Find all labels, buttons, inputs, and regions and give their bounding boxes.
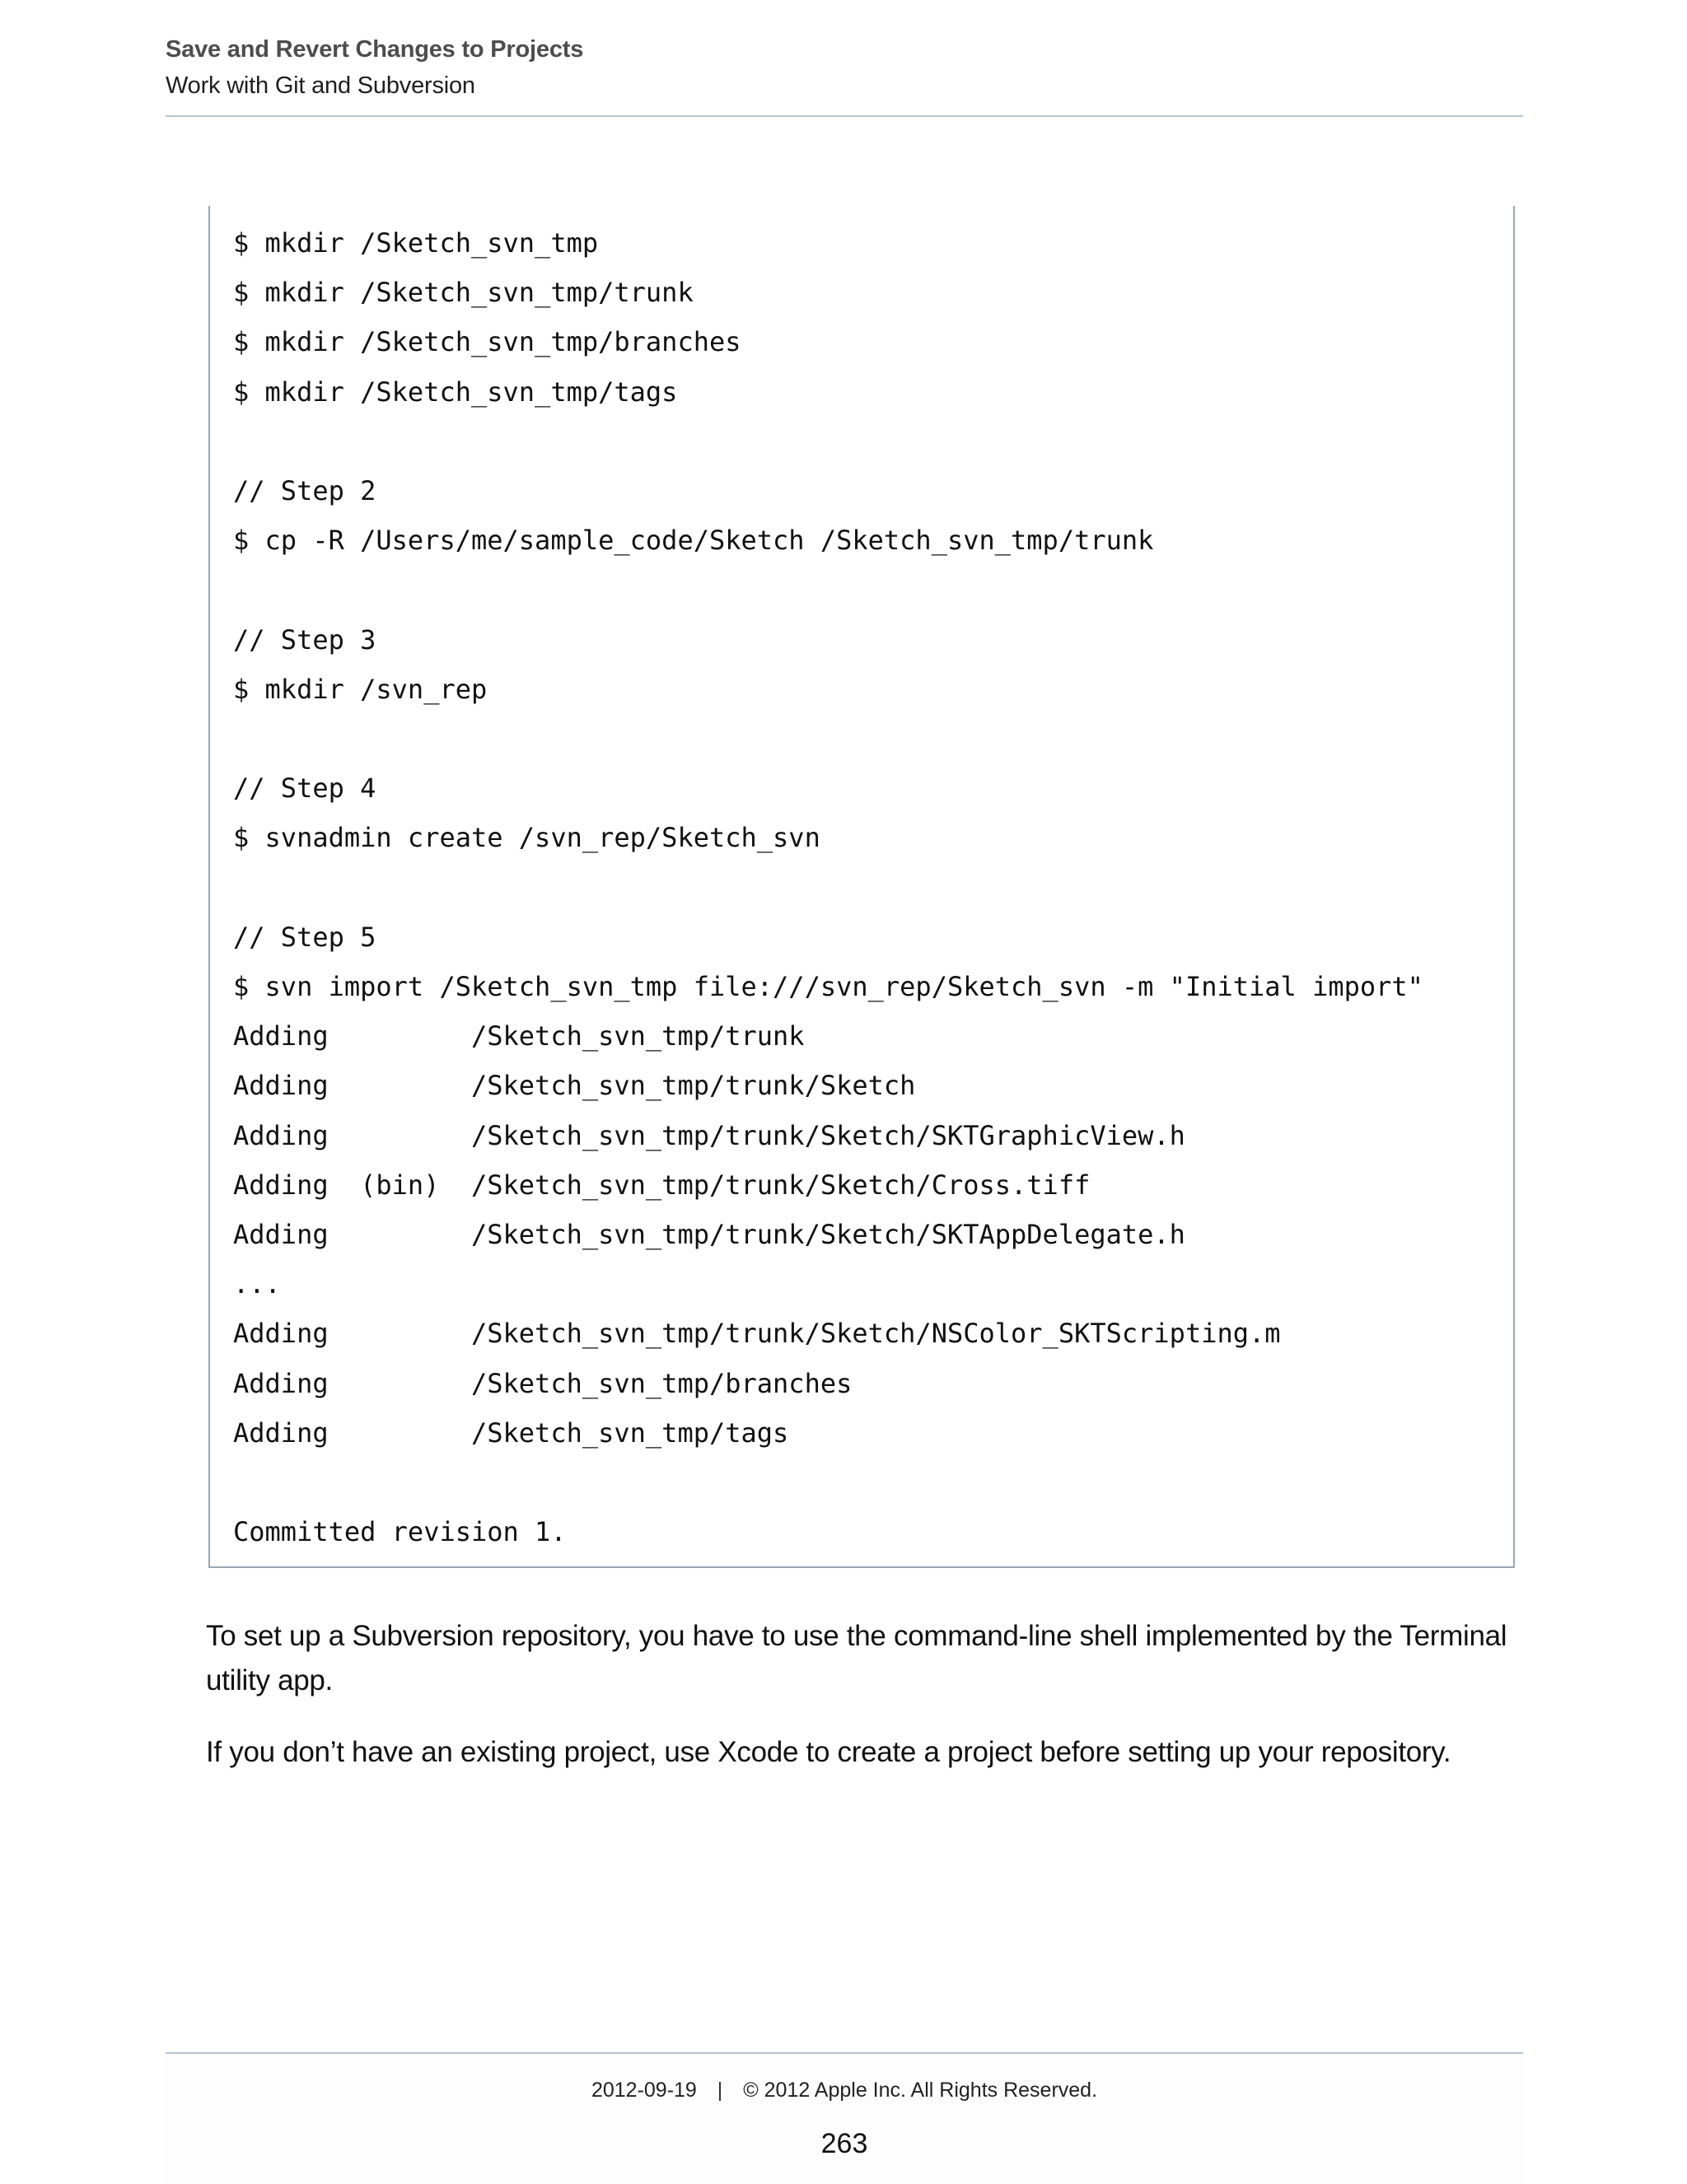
page-footer xyxy=(166,2052,1523,2184)
code-line: Adding /Sketch_svn_tmp/tags xyxy=(233,1416,789,1449)
paragraph-existing-project: If you don’t have an existing project, use Xcode to create a project before setting up your repository. xyxy=(206,1736,1451,1768)
code-line: $ mkdir /Sketch_svn_tmp xyxy=(233,227,599,259)
code-line: Adding /Sketch_svn_tmp/branches xyxy=(233,1367,853,1399)
code-line: Adding /Sketch_svn_tmp/trunk/Sketch/NSColor_SKTScripting.m xyxy=(233,1318,1281,1350)
footer-copyright: © 2012 Apple Inc. All Rights Reserved. xyxy=(743,2079,1098,2102)
code-line: $ mkdir /Sketch_svn_tmp/trunk xyxy=(233,277,694,309)
code-line: Committed revision 1. xyxy=(233,1516,567,1548)
code-line: $ mkdir /Sketch_svn_tmp/tags xyxy=(233,376,678,408)
footer-date: 2012-09-19 xyxy=(591,2079,697,2102)
page-header-subtitle: Work with Git and Subversion xyxy=(166,72,475,99)
code-line: // Step 2 xyxy=(233,475,376,506)
code-line: $ svn import /Sketch_svn_tmp file:///svn_rep/Sketch_svn -m "Initial import" xyxy=(233,971,1423,1002)
code-line: $ mkdir /svn_rep xyxy=(233,673,488,705)
code-line: Adding /Sketch_svn_tmp/trunk/Sketch/SKTAppDelegate.h xyxy=(233,1219,1185,1250)
code-line: Adding /Sketch_svn_tmp/trunk xyxy=(233,1020,805,1052)
code-listing xyxy=(208,206,1515,1568)
code-line: // Step 5 xyxy=(233,921,376,953)
code-line: Adding /Sketch_svn_tmp/trunk/Sketch xyxy=(233,1070,916,1102)
footer-separator: | xyxy=(717,2079,723,2102)
code-line: ... xyxy=(233,1268,281,1300)
page-header-title: Save and Revert Changes to Projects xyxy=(166,36,584,63)
code-line: // Step 4 xyxy=(233,772,376,805)
code-line: Adding /Sketch_svn_tmp/trunk/Sketch/SKTGraphicView.h xyxy=(233,1119,1185,1151)
code-line: $ svnadmin create /svn_rep/Sketch_svn xyxy=(233,822,820,854)
code-line: $ mkdir /Sketch_svn_tmp/branches xyxy=(233,326,741,358)
code-line: // Step 3 xyxy=(233,623,376,656)
page-number: 263 xyxy=(820,2128,868,2159)
code-line: $ cp -R /Users/me/sample_code/Sketch /Sketch_svn_tmp/trunk xyxy=(233,525,1154,557)
paragraph-subversion-setup: To set up a Subversion repository, you have to use the command-line shell implemented by the Terminal utility app. xyxy=(206,1620,1507,1696)
code-line: Adding (bin) /Sketch_svn_tmp/trunk/Sketch/Cross.tiff xyxy=(233,1169,1091,1201)
page-header xyxy=(166,36,1523,117)
footer-line xyxy=(166,2079,1523,2102)
